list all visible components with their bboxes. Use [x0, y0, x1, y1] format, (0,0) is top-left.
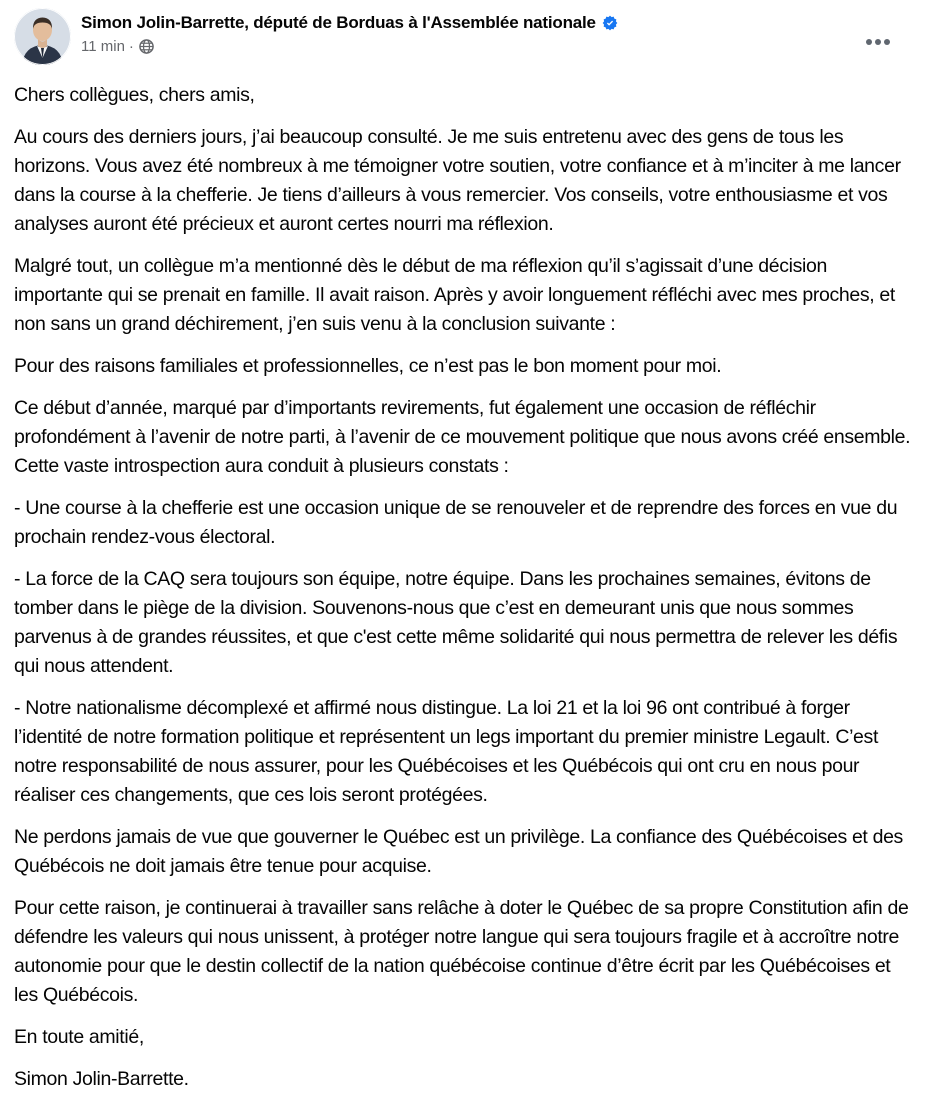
post-paragraph: - Une course à la chefferie est une occasion unique de se renouveler et de reprendre des forces en vue du prochain rendez-vous électoral.: [14, 497, 898, 548]
post-paragraph: Pour des raisons familiales et professionnelles, ce n’est pas le bon moment pour moi.: [14, 355, 722, 377]
ellipsis-icon: [875, 39, 881, 45]
header-text: [81, 8, 912, 55]
avatar-image: [14, 8, 71, 65]
post-paragraph: Ne perdons jamais de vue que gouverner le Québec est un privilège. La confiance des Québécoises et des Québécois ne doit jamais être tenue pour acquise.: [14, 826, 903, 877]
post-meta: [81, 38, 912, 55]
author-name[interactable]: Simon Jolin-Barrette, député de Borduas à l'Assemblée nationale: [81, 13, 596, 32]
author-line: [81, 12, 912, 33]
globe-privacy-icon: [139, 39, 154, 54]
post-paragraph: Au cours des derniers jours, j’ai beaucoup consulté. Je me suis entretenu avec des gens de tous les horizons. Vous avez été nombreux à me témoigner votre soutien, votre confiance et à m’inciter à me lancer dans la course à la chefferie. Je tiens d’ailleurs à vous remercier. Vos conseils, votre enthousiasme et vos analyses auront été précieux et auront certes nourri ma réflexion.: [14, 126, 901, 235]
ellipsis-icon: [884, 39, 890, 45]
post-paragraph: - Notre nationalisme décomplexé et affirmé nous distingue. La loi 21 et la loi 96 ont contribué à forger l’identité de notre formation politique et représentent un legs important du premier ministre Legault. C’est notre responsabilité de nous assurer, pour les Québécoises et les Québécois qui ont cru en nous pour réaliser ces changements, que ces lois seront protégées.: [14, 697, 879, 806]
post-paragraph: En toute amitié,: [14, 1026, 144, 1048]
post-paragraph: Ce début d’année, marqué par d’importants revirements, fut également une occasion de réfléchir profondément à l’avenir de notre parti, à l’avenir de ce mouvement politique que nous avons créé ensemble. Cette vaste introspection aura conduit à plusieurs constats :: [14, 397, 911, 477]
post-body: [14, 71, 914, 1094]
post-paragraph: Chers collègues, chers amis,: [14, 84, 255, 106]
post-header: [14, 8, 914, 71]
post-paragraph: Pour cette raison, je continuerai à travailler sans relâche à doter le Québec de sa propre Constitution afin de défendre les valeurs qui nous unissent, à protéger notre langue qui sera toujours fragile et à accroître notre autonomie pour que le destin collectif de la nation québécoise continue d’être écrit par les Québécoises et les Québécois.: [14, 897, 909, 1006]
avatar[interactable]: [14, 8, 71, 65]
ellipsis-icon: [866, 39, 872, 45]
verified-badge-icon: [602, 15, 618, 31]
post-paragraph: - La force de la CAQ sera toujours son équipe, notre équipe. Dans les prochaines semaines, évitons de tomber dans le piège de la division. Souvenons-nous que c’est en demeurant unis que nous sommes parvenus à de grandes réussites, et que c'est cette même solidarité qui nous permettra de relever les défis qui nous attendent.: [14, 568, 898, 677]
post-paragraph: Simon Jolin-Barrette.: [14, 1068, 189, 1090]
post-paragraph: Malgré tout, un collègue m’a mentionné dès le début de ma réflexion qu’il s’agissait d’une décision importante qui se prenait en famille. Il avait raison. Après y avoir longuement réfléchi avec mes proches, et non sans un grand déchirement, j’en suis venu à la conclusion suivante :: [14, 255, 895, 335]
meta-separator: ·: [128, 38, 134, 56]
more-options-button[interactable]: [860, 30, 896, 54]
post-timestamp[interactable]: 11 min: [81, 38, 125, 56]
